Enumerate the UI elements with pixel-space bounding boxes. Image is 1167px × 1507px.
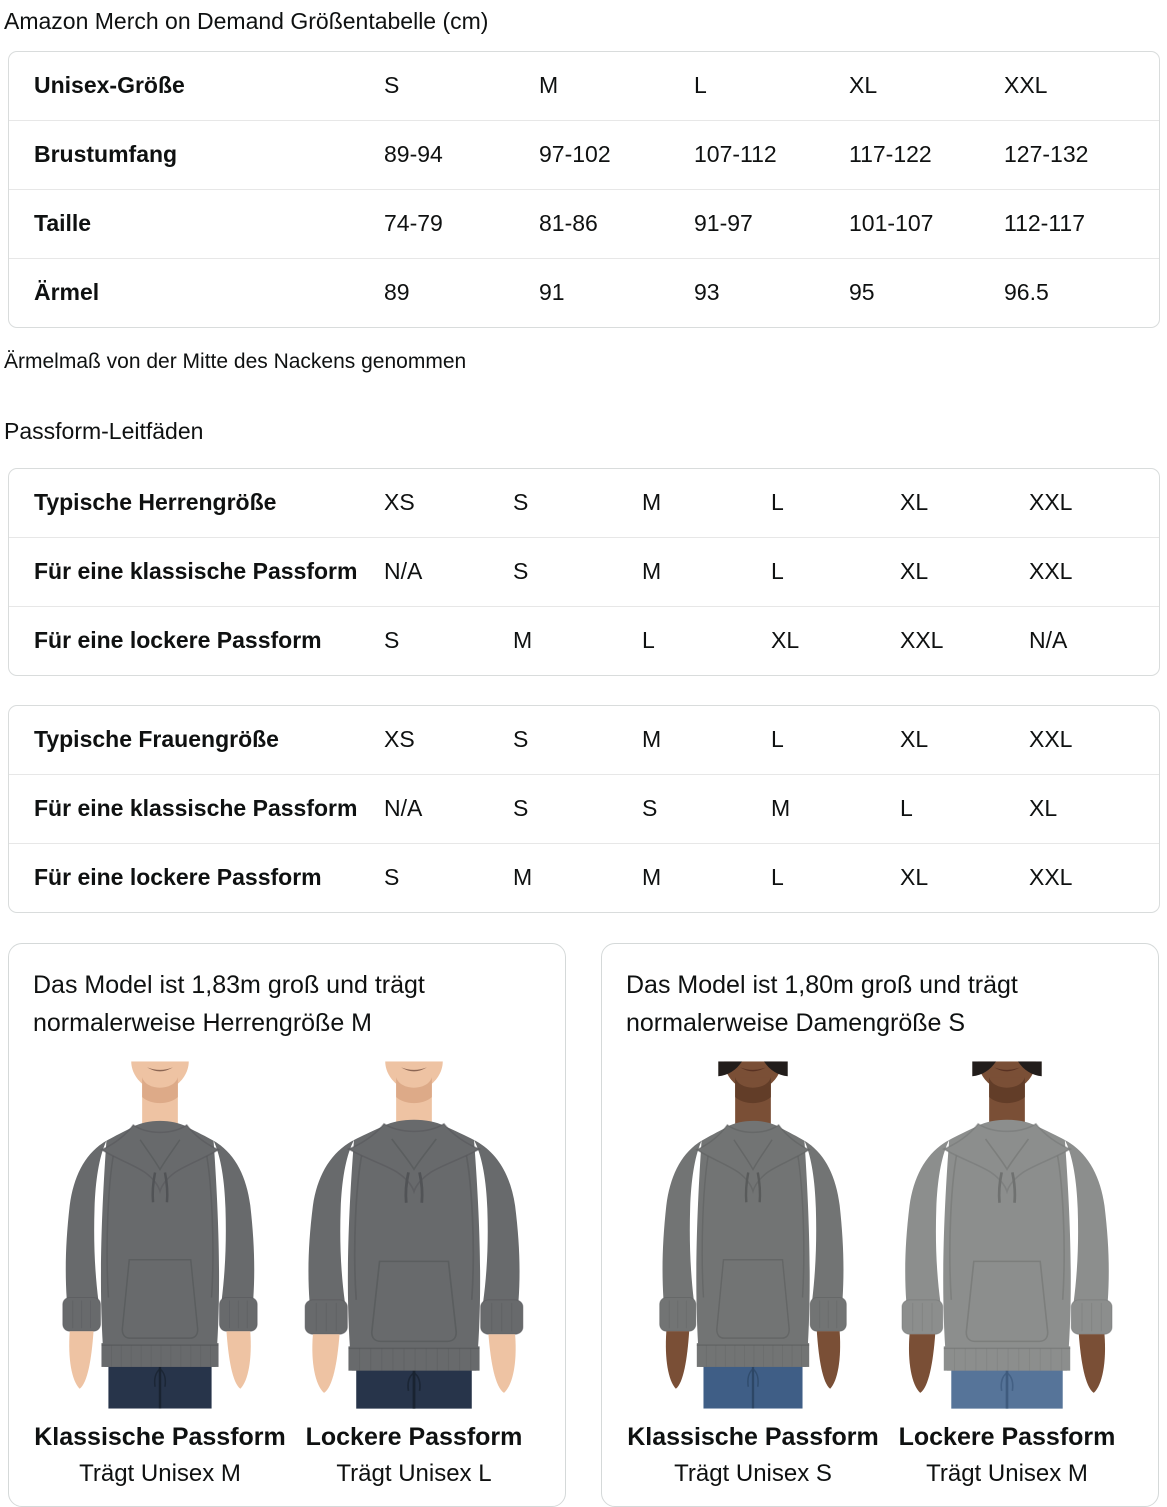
size-cell: XXL — [1029, 843, 1159, 912]
table-row — [9, 120, 1159, 189]
fit-caption: Klassische Passform — [34, 1423, 286, 1451]
size-cell: XL — [900, 843, 1029, 912]
wears-caption: Trägt Unisex L — [336, 1460, 492, 1487]
row-label: Ärmel — [9, 258, 384, 327]
size-cell: 74-79 — [384, 189, 539, 258]
size-cell: M — [539, 72, 559, 98]
womens-fit-table — [8, 705, 1160, 913]
model-photo-male-classic — [36, 1060, 284, 1410]
size-cell: 107-112 — [694, 120, 849, 189]
size-cell: M — [642, 489, 662, 515]
row-label: Für eine klassische Passform — [9, 774, 384, 843]
row-label: Für eine lockere Passform — [9, 843, 384, 912]
table-row — [9, 537, 1159, 606]
size-cell: 117-122 — [849, 120, 1004, 189]
size-cell: L — [771, 489, 784, 515]
size-cell: 91-97 — [694, 189, 849, 258]
row-label: Taille — [9, 189, 384, 258]
size-cell: 127-132 — [1004, 120, 1159, 189]
row-label: Brustumfang — [9, 120, 384, 189]
row-label: Typische Herrengröße — [34, 489, 277, 515]
row-label: Unisex-Größe — [34, 72, 185, 98]
size-cell: M — [642, 537, 771, 606]
fit-caption: Klassische Passform — [627, 1423, 879, 1451]
model-description: Das Model ist 1,83m groß und trägt normalerweise Herrengröße M — [33, 971, 425, 1037]
unisex-size-table — [8, 51, 1160, 328]
fit-caption: Lockere Passform — [898, 1423, 1116, 1451]
row-label: Für eine klassische Passform — [9, 537, 384, 606]
size-cell: XL — [771, 606, 900, 675]
size-cell: N/A — [384, 537, 513, 606]
size-cell: XL — [1029, 774, 1159, 843]
size-cell: S — [513, 774, 642, 843]
size-cell: XS — [384, 489, 415, 515]
size-cell: 93 — [694, 258, 849, 327]
size-cell: XL — [900, 726, 929, 752]
mens-fit-table — [8, 468, 1160, 676]
size-cell: 101-107 — [849, 189, 1004, 258]
table-row — [9, 774, 1159, 843]
model-description: Das Model ist 1,80m groß und trägt normalerweise Damengröße S — [626, 971, 1018, 1037]
size-cell: XXL — [1029, 489, 1073, 515]
model-photo-female-loose — [883, 1060, 1131, 1410]
size-cell: N/A — [384, 774, 513, 843]
table-row — [9, 843, 1159, 912]
size-cell: M — [642, 726, 662, 752]
size-cell: L — [694, 72, 707, 98]
table-row — [9, 469, 1159, 537]
size-cell: XS — [384, 726, 415, 752]
sleeve-measure-note: Ärmelmaß von der Mitte des Nackens genommen — [4, 350, 467, 373]
figure-column — [287, 1060, 541, 1488]
size-cell: M — [513, 843, 642, 912]
female-model-card — [601, 943, 1159, 1507]
size-cell: XXL — [1029, 537, 1159, 606]
table-row — [9, 606, 1159, 675]
table-row — [9, 189, 1159, 258]
row-label: Für eine lockere Passform — [9, 606, 384, 675]
size-cell: M — [642, 843, 771, 912]
table-row — [9, 258, 1159, 327]
size-cell: S — [513, 489, 529, 515]
size-cell: XL — [849, 72, 878, 98]
table-row — [9, 706, 1159, 774]
size-cell: XXL — [900, 606, 1029, 675]
size-cell: S — [384, 606, 513, 675]
model-cards-row — [8, 943, 1159, 1507]
size-cell: 91 — [539, 258, 694, 327]
figures-row — [33, 1060, 541, 1488]
fit-caption: Lockere Passform — [305, 1423, 523, 1451]
figures-row — [626, 1060, 1134, 1488]
size-cell: 97-102 — [539, 120, 694, 189]
size-cell: 95 — [849, 258, 1004, 327]
size-cell: S — [642, 774, 771, 843]
size-cell: 96.5 — [1004, 258, 1159, 327]
table-row — [9, 52, 1159, 120]
size-cell: S — [384, 72, 400, 98]
size-cell: XXL — [1004, 72, 1048, 98]
size-cell: S — [384, 843, 513, 912]
male-model-card — [8, 943, 566, 1507]
size-cell: L — [900, 774, 1029, 843]
figure-column — [880, 1060, 1134, 1488]
size-cell: XL — [900, 537, 1029, 606]
wears-caption: Trägt Unisex M — [79, 1460, 241, 1487]
size-cell: 112-117 — [1004, 189, 1159, 258]
wears-caption: Trägt Unisex S — [674, 1460, 832, 1487]
size-cell: L — [771, 726, 784, 752]
row-label: Typische Frauengröße — [34, 726, 279, 752]
page-title: Amazon Merch on Demand Größentabelle (cm) — [4, 8, 489, 34]
size-cell: L — [771, 537, 900, 606]
size-cell: 89 — [384, 258, 539, 327]
size-cell: N/A — [1029, 606, 1159, 675]
size-cell: S — [513, 537, 642, 606]
size-cell: 89-94 — [384, 120, 539, 189]
model-photo-male-loose — [290, 1060, 538, 1410]
size-cell: L — [771, 843, 900, 912]
size-cell: M — [771, 774, 900, 843]
figure-column — [626, 1060, 880, 1488]
size-cell: L — [642, 606, 771, 675]
wears-caption: Trägt Unisex M — [926, 1460, 1088, 1487]
size-cell: S — [513, 726, 529, 752]
size-cell: XXL — [1029, 726, 1073, 752]
fit-guides-heading: Passform-Leitfäden — [4, 418, 204, 444]
size-cell: XL — [900, 489, 929, 515]
size-cell: 81-86 — [539, 189, 694, 258]
figure-column — [33, 1060, 287, 1488]
model-photo-female-classic — [629, 1060, 877, 1410]
size-cell: M — [513, 606, 642, 675]
